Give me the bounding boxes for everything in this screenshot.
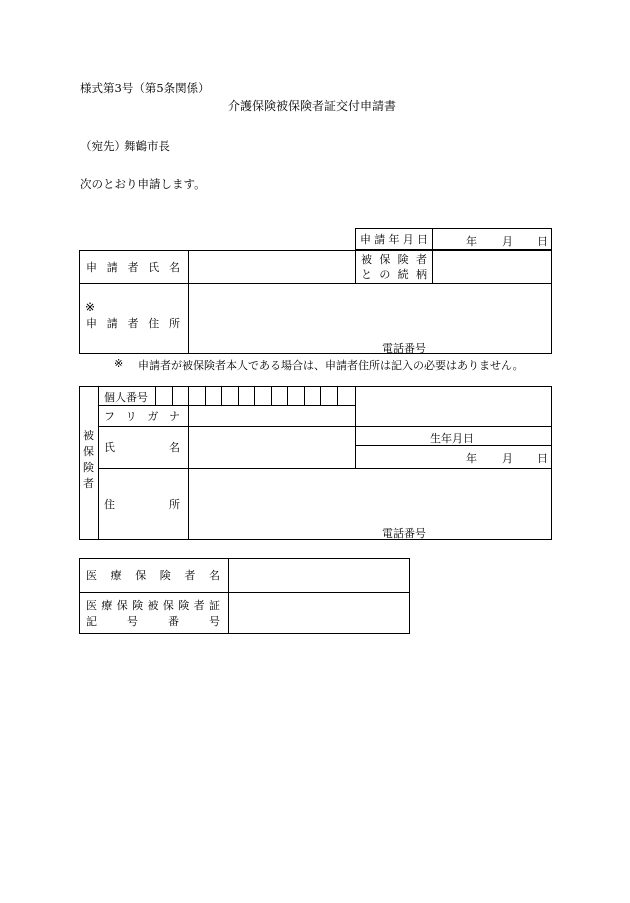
insured-name-input[interactable] [190,428,353,466]
application-date-label: 申 請 年 月 日 [360,233,428,246]
relation-label-line2: と の 続 柄 [361,268,427,281]
individual-number-label: 個人番号 [104,391,148,404]
cert-label-line1: 医 療 保 険 被 保 険 者 証 [86,599,220,612]
applicant-name-label: 申 請 者 氏 名 [86,260,180,274]
insurer-name-input[interactable] [230,560,408,590]
form-number: 様式第3号（第5条関係） [80,81,210,95]
address-mark: ※ [85,300,96,314]
addressee-prefix: （宛先） [80,139,126,153]
statement: 次のとおり申請します。 [80,177,206,191]
applicant-name-input[interactable] [190,252,353,281]
birth-year-label: 年 [466,452,477,465]
applicant-phone-label: 電話番号 [382,342,426,355]
furigana-label: フ リ ガ ナ [104,409,180,423]
insured-side-label: 被 保 険 者 [83,429,94,490]
note-text: 申請者が被保険者本人である場合は、申請者住所は記入の必要はありません。 [138,359,524,372]
cert-label-line2: 記 号 番 号 [86,615,220,628]
applicant-address-input[interactable] [190,285,550,337]
individual-number-input[interactable] [157,387,354,404]
birth-date-input[interactable] [357,447,550,466]
birth-month-label: 月 [502,452,513,465]
addressee: 舞鶴市長 [124,139,170,153]
applicant-address-label: 申 請 者 住 所 [86,317,180,330]
insured-address-input[interactable] [190,470,550,522]
application-date-input[interactable] [440,230,548,248]
application-year-label: 年 [466,235,477,248]
application-month-label: 月 [502,235,513,248]
application-day-label: 日 [537,235,548,248]
relation-label-line1: 被 保 険 者 [361,253,427,266]
relation-input[interactable] [434,252,550,281]
birth-day-label: 日 [537,452,548,465]
insured-address-label: 住 所 [104,498,180,511]
insurer-name-label: 医 療 保 険 者 名 [86,569,220,582]
furigana-input[interactable] [190,407,353,425]
note-mark: ※ [114,357,124,370]
form-title: 介護保険被保険者証交付申請書 [228,99,397,113]
insured-name-label: 氏 名 [104,441,180,454]
cert-number-input[interactable] [230,594,408,632]
insured-phone-label: 電話番号 [382,527,426,540]
birth-date-label: 生年月日 [430,432,474,445]
